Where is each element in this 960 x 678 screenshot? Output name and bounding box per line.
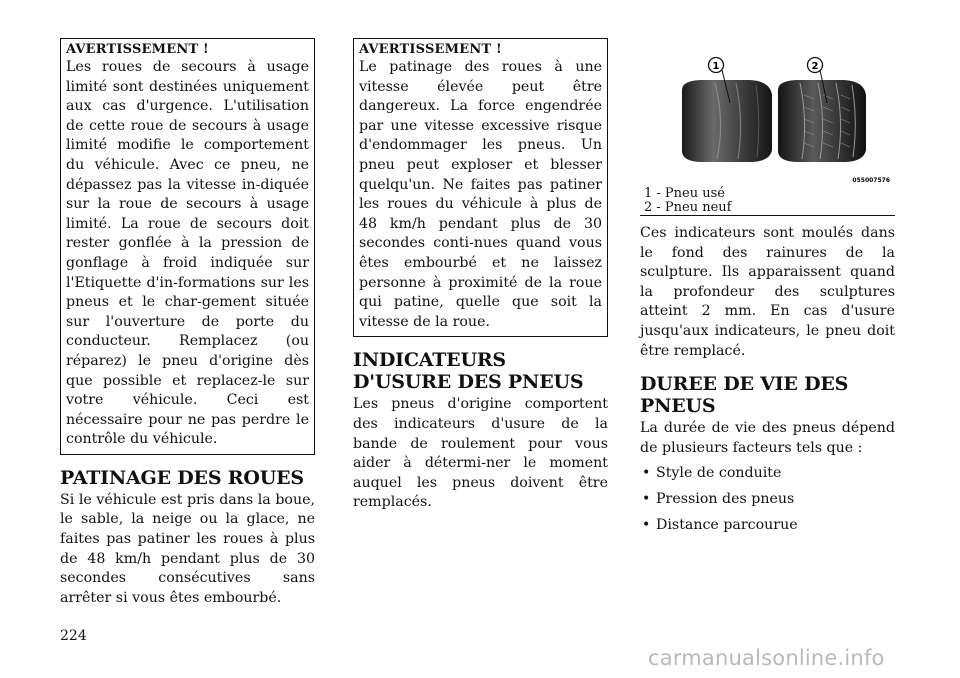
warning-box-spare-tire xyxy=(60,38,315,455)
warning-box-wheel-spin xyxy=(353,38,608,337)
warning-text: Le patinage des roues à une vitesse élevée peut être dangereux. La force engendrée par une vitesse excessive risque d'endommager les pneus. Un pneu peut exploser et blesser quelqu'un. Ne faites pas patiner les roues du véhicule à plus de 48 km/h pendant plus de 30 secondes conti-nues quand vous êtes embourbé et ne laissez personne à proximité de la roue qui patine, quelle que soit la vitesse de la roue. xyxy=(359,59,602,330)
warning-text: Les roues de secours à usage limité sont destinées uniquement aux cas d'urgence. L'utilisation de cette roue de secours à usage limité modifie le comportement du véhicule. Avec ce pneu, ne dépassez pas la vitesse in-diquée sur la roue de secours à usage limité. La roue de secours doit rester gonflée à la pression de gonflage à froid indiquée sur l'Etiquette d'in-formations sur les pneus et le char-gement située sur l'ouverture de porte du conducteur. Remplacez (ou réparez) le pneu d'origine dès que possible et replacez-le sur votre véhicule. Ceci est nécessaire pour ne pas perdre le contrôle du véhicule. xyxy=(66,59,309,448)
tire-wear-figure xyxy=(640,55,895,183)
new-tire-icon xyxy=(778,80,866,162)
caption-new-tire: 2 - Pneu neuf xyxy=(644,200,732,215)
section-body-tire-life: La durée de vie des pneus dépend de plusieurs facteurs tels que : xyxy=(640,420,895,456)
caption-divider xyxy=(640,215,895,216)
watermark: carmanualsonline.info xyxy=(648,646,885,670)
section-body-wheel-spin: Si le véhicule est pris dans la boue, le sable, la neige ou la glace, ne faites pas patiner les roues à plus de 48 km/h pendant plus de 30 secondes consécutives sans arrêter si vous êtes embourbé. xyxy=(60,491,315,606)
list-item: • Style de conduite xyxy=(640,464,895,484)
page-number: 224 xyxy=(60,628,87,644)
list-item: • Distance parcourue xyxy=(640,516,895,536)
section-heading-wheel-spin: PATINAGE DES ROUES xyxy=(60,466,304,489)
warning-title: AVERTISSEMENT ! xyxy=(359,42,502,57)
tire-illustration xyxy=(640,55,895,183)
section-heading-wear-indicators: INDICATEURS D'USURE DES PNEUS xyxy=(353,349,584,394)
warning-title: AVERTISSEMENT ! xyxy=(66,42,209,57)
column-middle xyxy=(353,38,608,513)
wear-indicator-description: Ces indicateurs sont moulés dans le fond des rainures de la sculpture. Ils apparaissent quand la profondeur des sculptures atteint 2 mm. En cas d'usure jusqu'aux indicateurs, le pneu doit être remplacé. xyxy=(640,225,895,359)
column-right xyxy=(640,55,895,541)
callout-1-label: 1 xyxy=(712,61,720,72)
tire-life-factors-list xyxy=(640,464,895,535)
column-left xyxy=(60,38,315,608)
section-body-wear-indicators: Les pneus d'origine comportent des indicateurs d'usure de la bande de roulement pour vous aider à détermi-ner le moment auquel les pneus doivent être remplacés. xyxy=(353,396,608,511)
section-heading-tire-life: DUREE DE VIE DES PNEUS xyxy=(640,373,849,418)
caption-worn-tire: 1 - Pneu usé xyxy=(644,186,725,201)
callout-2-label: 2 xyxy=(811,61,819,72)
list-item: • Pression des pneus xyxy=(640,490,895,510)
figure-code: 055007576 xyxy=(852,177,890,183)
